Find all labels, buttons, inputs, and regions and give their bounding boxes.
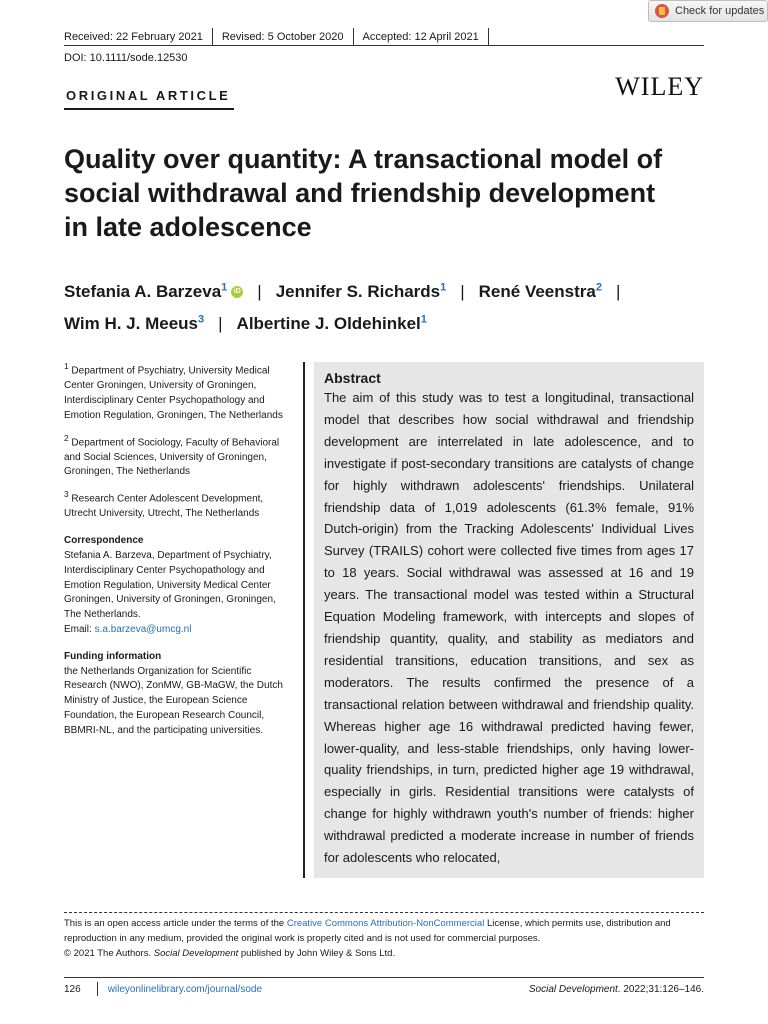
- correspondence-heading: Correspondence: [64, 535, 144, 547]
- affiliation: $^3$ Research Center Adolescent Development, Utrecht University, Utrecht, The Netherlands: [64, 489, 264, 520]
- author[interactable]: René Veenstra$^2$: [478, 281, 602, 301]
- header-rule: [64, 45, 704, 46]
- orcid-icon[interactable]: iD: [231, 286, 243, 298]
- divider: [488, 28, 489, 46]
- correspondence-text: Stefania A. Barzeva, Department of Psychiatry, Interdisciplinary Center Psychopathology and Emotion Regulation, University Medical Center Groningen, University of Groningen, Groningen, The Netherlands.: [64, 549, 276, 621]
- page-number: 126: [64, 983, 81, 995]
- publisher-logo: WILEY: [615, 72, 704, 101]
- author[interactable]: Stefania A. Barzeva$^1$: [64, 281, 228, 301]
- column-divider: [303, 362, 305, 878]
- received-date: Received: 22 February 2021: [64, 31, 203, 43]
- license-link[interactable]: Creative Commons Attribution-NonCommercial: [286, 918, 485, 929]
- journal-url-link[interactable]: wileyonlinelibrary.com/journal/sode: [107, 983, 263, 995]
- author-separator: |: [218, 314, 223, 334]
- funding-text: the Netherlands Organization for Scientific Research (NWO), ZonMW, GB-MaGW, the Dutch Ministry of Justice, the European Science Foundation, the European Research Council, BBMRI-NL, and the participating universities.: [64, 665, 283, 736]
- page-footer: [64, 982, 704, 996]
- divider: [97, 982, 98, 996]
- article-history: [64, 28, 498, 46]
- article-type: ORIGINAL ARTICLE: [66, 88, 231, 103]
- author-separator: |: [257, 281, 262, 301]
- divider: [353, 28, 354, 46]
- correspondence-email: Email: s.a.barzeva@umcg.nl: [64, 623, 192, 635]
- check-for-updates-label: Check for updates: [675, 5, 765, 17]
- accepted-date: Accepted: 12 April 2021: [362, 31, 479, 43]
- author-separator: |: [460, 281, 465, 301]
- abstract-box: [314, 362, 704, 878]
- citation: Social Development. 2022;31:126–146.: [528, 983, 704, 995]
- affiliation: $^1$ Department of Psychiatry, University Medical Center Groningen, University of Groningen, Interdisciplinary Center Psychopathology and Emotion Regulation, Groningen, The Netherlands: [64, 361, 283, 421]
- author-separator: |: [615, 281, 621, 301]
- license-divider: [64, 912, 704, 913]
- author-list: [64, 273, 704, 338]
- footer-rule: [64, 977, 704, 978]
- affiliation: $^2$ Department of Sociology, Faculty of Behavioral and Social Sciences, University of Groningen, Groningen, The Netherlands: [64, 432, 280, 478]
- license-notice: This is an open access article under the terms of the Creative Commons Attribution-NonCommercial License, which permits use, distribution and reproduction in any medium, provided the original work is properly cited and is not used for commercial purposes. © 2021 The Authors. Social Development published by John Wiley & Sons Ltd.: [64, 918, 671, 959]
- author[interactable]: Albertine J. Oldehinkel$^1$: [236, 313, 427, 334]
- check-for-updates-button[interactable]: [648, 0, 768, 22]
- abstract-heading: Abstract: [324, 370, 381, 386]
- funding-heading: Funding information: [64, 650, 162, 662]
- revised-date: Revised: 5 October 2020: [221, 31, 344, 43]
- article-type-underline: [64, 108, 234, 110]
- crossmark-icon: [655, 4, 669, 18]
- doi: DOI: 10.1111/sode.12530: [64, 52, 188, 64]
- article-info-column: [64, 359, 292, 746]
- abstract-text: The aim of this study was to test a longitudinal, transactional model that describes how social withdrawal and friendship development are interrelated in late adolescence, and to investigate if post-secondary transitions are catalysts of change for highly withdrawn adolescents' friendships. Unilateral friendship data of 1,019 adolescents (61.3% female, 91% Dutch-origin) from the Tracking Adolescents' Individual Lives Survey (TRAILS) cohort were collected five times from ages 17 to 18 years. Social withdrawal was assessed at 16 and 19 years. The transactional model was tested within a Structural Equation Modeling framework, with intercepts and slopes of friendship quantity, quality, and stability as mediators and residential transitions, education transitions, and sex as moderators. The results confirmed the presence of a transactional relation between withdrawal and friendship quality. Whereas higher age 16 withdrawal predicted having fewer, lower-quality, and less-stable friendships, only having lower-quality friendships, in turn, predicted higher age 19 withdrawal, especially in girls. Residential transitions were catalysts of change for highly withdrawn youth's number of friends: higher withdrawal predicted a moderate increase in number of friends for adolescents who relocated,: [324, 390, 694, 866]
- author[interactable]: Jennifer S. Richards$^1$: [275, 281, 447, 301]
- author[interactable]: Wim H. J. Meeus$^3$: [64, 313, 205, 334]
- divider: [212, 28, 213, 46]
- article-title: Quality over quantity: A transactional model of social withdrawal and friendship development in late adolescence: [64, 144, 663, 242]
- email-link[interactable]: s.a.barzeva@umcg.nl: [94, 623, 192, 635]
